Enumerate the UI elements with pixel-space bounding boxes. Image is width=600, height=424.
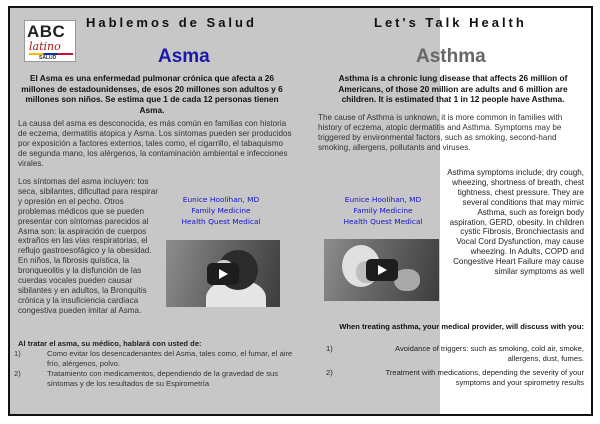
spanish-symptoms-paragraph: Los síntomas del asma incluyen: tos seca, sibilantes, dificultad para respirar y opresión en el pecho. Otros problemas médicos que se pueden presentar con síntomas parecidos al Asma son: la aspiración de cuerpos extraños en las vías respiratorias, el reflujo gastroesofágico y la obesidad. En niños, la fibrosis quística, la bronqueolitis y la disfunción de las cuerdas vocales pueden causar sibilantes y en adultos, la Bronquitis crónica y la insuficiencia cardiaca congestiva pueden imitar al Asma.: [18, 177, 158, 315]
list-item-number: 1): [14, 349, 21, 358]
english-author-credit: [330, 194, 436, 227]
list-item-text: Tratamiento con medicamentos, dependiendo de la gravedad de sus síntomas y de los resultados de su Espirometría: [47, 369, 279, 388]
list-item-number: 2): [14, 369, 21, 379]
spanish-title: Asma: [158, 46, 210, 67]
logo-line-1: ABC: [27, 22, 66, 41]
english-intro: Asthma is a chronic lung disease that affects 26 million of Americans, of those 20 million are adults and 6 million are children. It is estimated that 1 in 12 people have Asthma.: [338, 73, 568, 104]
list-item-number: 1): [326, 344, 333, 353]
english-video-thumbnail[interactable]: [324, 239, 439, 301]
english-treatment-heading: When treating asthma, your medical provider, will discuss with you:: [339, 322, 584, 331]
list-item-number: 2): [326, 368, 333, 378]
play-icon[interactable]: [366, 259, 398, 281]
english-causes-paragraph: The cause of Asthma is unknown, it is more common in families with history of eczema, atopic dermatitis and Asthma. Symptoms may be triggered by environmental factors, such as smoking, second-hand smoking, allergens, pollutants and viruses.: [318, 113, 563, 152]
english-treatment-list: [318, 344, 584, 392]
spanish-video-thumbnail[interactable]: [166, 240, 280, 307]
list-item: [14, 349, 304, 368]
list-item-text: Avoidance of triggers: such as smoking, cold air, smoke, allergens, dust, fumes.: [395, 344, 584, 363]
credit-name: Eunice Hoolihan, MD: [344, 195, 422, 204]
list-item-text: Como evitar los desencadenantes del Asma, tales como, el fumar, el aire frío, alérgenos, polvo.: [47, 349, 293, 368]
list-item: [318, 344, 584, 363]
spanish-intro: El Asma es una enfermedad pulmonar crónica que afecta a 26 millones de estadounidenses, de esos 20 millones son adultos y 6 millones son niños. Se estima que 1 de cada 12 personas tienen Asma.: [21, 73, 283, 115]
credit-organization: Health Quest Medical: [343, 217, 423, 226]
spanish-causes-paragraph: La causa del asma es desconocida, es más común en familias con historia de eczema, dermatitis atopica y Asma. Los síntomas pueden ser producidos por exposición a factores externos, tales como, el cigarrillo, el tabaquismo de segunda mano, los alérgenos, la contaminación ambiental e infecciones virales.: [18, 119, 292, 168]
play-icon[interactable]: [207, 263, 239, 285]
list-item-text: Treatment with medications, depending the severity of your symptoms and your spirometry results: [385, 368, 584, 387]
spanish-header: Hablemos de Salud: [86, 15, 257, 30]
spanish-treatment-heading: Al tratar el asma, su médico, hablará con usted de:: [18, 339, 202, 348]
abc-latino-salud-logo: [24, 20, 76, 62]
english-header: Let's Talk Health: [374, 15, 527, 30]
patient-hand: [394, 269, 420, 291]
credit-organization: Health Quest Medical: [181, 217, 261, 226]
english-title: Asthma: [416, 46, 486, 67]
credit-specialty: Family Medicine: [353, 206, 413, 215]
list-item: [318, 368, 584, 387]
spanish-treatment-list: [14, 349, 304, 389]
english-symptoms-paragraph: Asthma symptoms include; dry cough, wheezing, shortness of breath, chest tightness, chest pressure. They are several conditions that may mimic Asthma, such as foreign body aspiration, GERD, obesity. In children cystic Fibrosis, Bronchiectasis and Vocal Cord Dysfunction, may cause wheezing. In Adults, COPD and Congestive Heart Failure may cause similar symptoms as well: [447, 168, 584, 277]
logo-line-2: latino: [29, 40, 61, 53]
logo-line-3: SALUD: [39, 55, 57, 61]
credit-name: Eunice Hoolihan, MD: [182, 195, 260, 204]
list-item: [14, 369, 304, 388]
credit-specialty: Family Medicine: [191, 206, 251, 215]
spanish-author-credit: [168, 194, 274, 227]
